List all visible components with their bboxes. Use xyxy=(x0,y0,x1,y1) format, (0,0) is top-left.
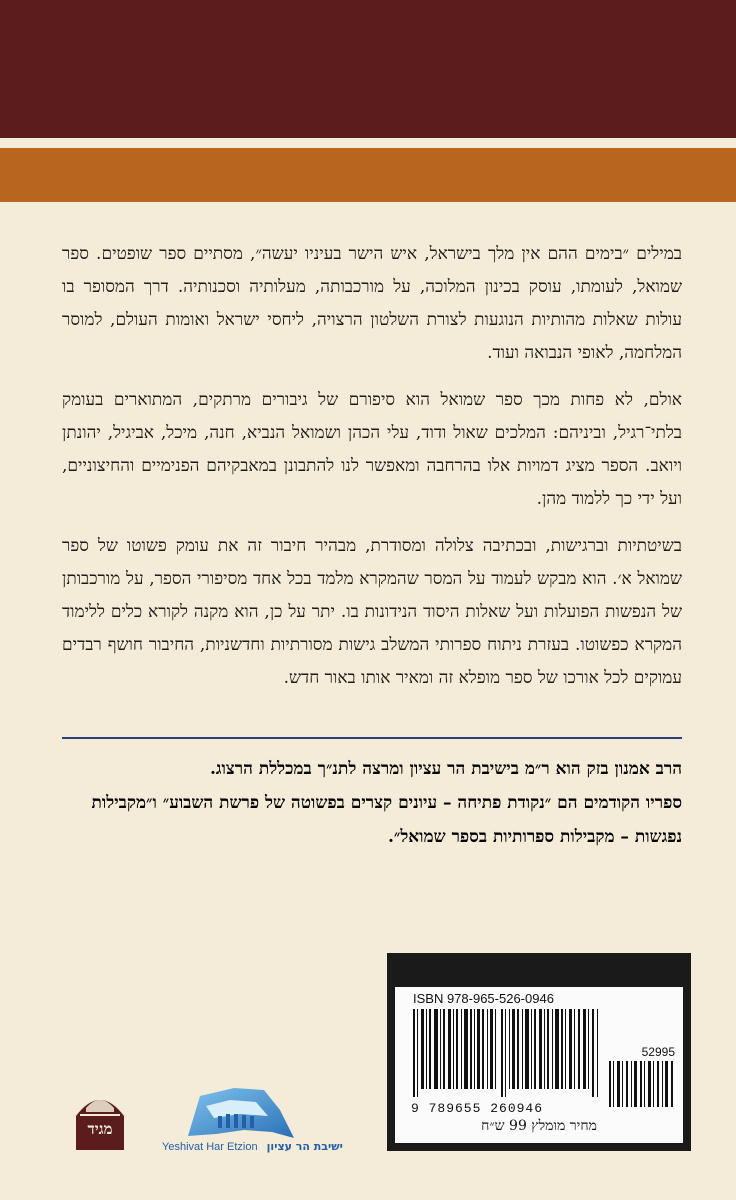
price-label: מחיר מומלץ 99 ש״ח xyxy=(481,1118,597,1134)
blurb-paragraph-3: בשיטתיות וברגישות, ובכתיבה צלולה ומסודרת, מבהיר חיבור זה את עומק פשוטו של ספר שמואל א׳. הוא מבקש לעמוד על המסר שהמקרא מלמד בכל אחד מסיפורי הספר, על מורכבותן של הנפשות הפועלות ועל שאלות היסוד הנידונות בו. יתר על כן, הוא מקנה לקורא כלים ללימוד המקרא כפשוטו. בעזרת ניתוח ספרותי המשלב גישות מסורתיות וחדשניות, החיבור חושף רבדים עמוקים לכל אורכו של ספר מופלא זה ומאיר אותו באור חדש. xyxy=(62,536,682,688)
author-bio-line-2: ספריו הקודמים הם ״נקודת פתיחה – עיונים קצרים בפשוטה של פרשת השבוע״ ו״מקבילות נפגשות – מקבילות ספרותיות בספר שמואל״. xyxy=(91,793,682,847)
isbn-text: ISBN 978-965-526-0946 xyxy=(413,991,554,1006)
barcode-digits: 9 789655 260946 xyxy=(411,1101,544,1116)
addon-barcode-bars xyxy=(609,1061,675,1107)
yeshivat-logo-hebrew: ישיבת הר עציון xyxy=(266,1140,343,1153)
section-divider xyxy=(62,737,682,739)
top-color-band xyxy=(0,0,736,138)
accent-color-band xyxy=(0,148,736,202)
blurb-paragraph-2: אולם, לא פחות מכך ספר שמואל הוא סיפורם של גיבורים מרתקים, המתוארים בעומק בלתי־רגיל, וביניהם: המלכים שאול ודוד, עלי הכהן ושמואל הנביא, חנה, מיכל, אביגיל, יהונתן ויואב. הספר מציג דמויות אלו בהרחבה ומאפשר לנו להתבונן במאבקיהם הפנימיים והחיצוניים, ועל ידי כך ללמוד מהן. xyxy=(62,390,682,509)
yeshivat-har-etzion-logo-icon xyxy=(160,1080,308,1166)
author-bio xyxy=(62,752,682,854)
price-code: 52995 xyxy=(641,1045,675,1059)
yeshivat-logo-caption xyxy=(162,1140,343,1153)
maggid-logo-text: מגיד xyxy=(87,1120,113,1138)
maggid-logo-icon xyxy=(72,1086,128,1152)
yeshivat-logo-english: Yeshivat Har Etzion xyxy=(162,1141,258,1153)
band-separator xyxy=(0,138,736,148)
blurb-text xyxy=(62,238,682,709)
barcode-bars xyxy=(413,1009,601,1097)
blurb-paragraph-1: במילים ״בימים ההם אין מלך בישראל, איש הישר בעיניו יעשה״, מסתיים ספר שופטים. ספר שמואל, לעומתו, עוסק בכינון המלוכה, על מורכבותה, מעלותיה וסכנותיה. דרך המסופר בו עולות שאלות מהותיות הנוגעות לצורת השלטון הרצויה, ליחסי ישראל ואומות העולם, למוסר המלחמה, לאופי הנבואה ועוד. xyxy=(62,244,682,363)
barcode-panel xyxy=(387,953,691,1151)
author-bio-line-1: הרב אמנון בזק הוא ר״מ בישיבת הר עציון ומרצה לתנ״ך במכללת הרצוג. xyxy=(210,759,682,779)
barcode-label xyxy=(395,987,683,1143)
